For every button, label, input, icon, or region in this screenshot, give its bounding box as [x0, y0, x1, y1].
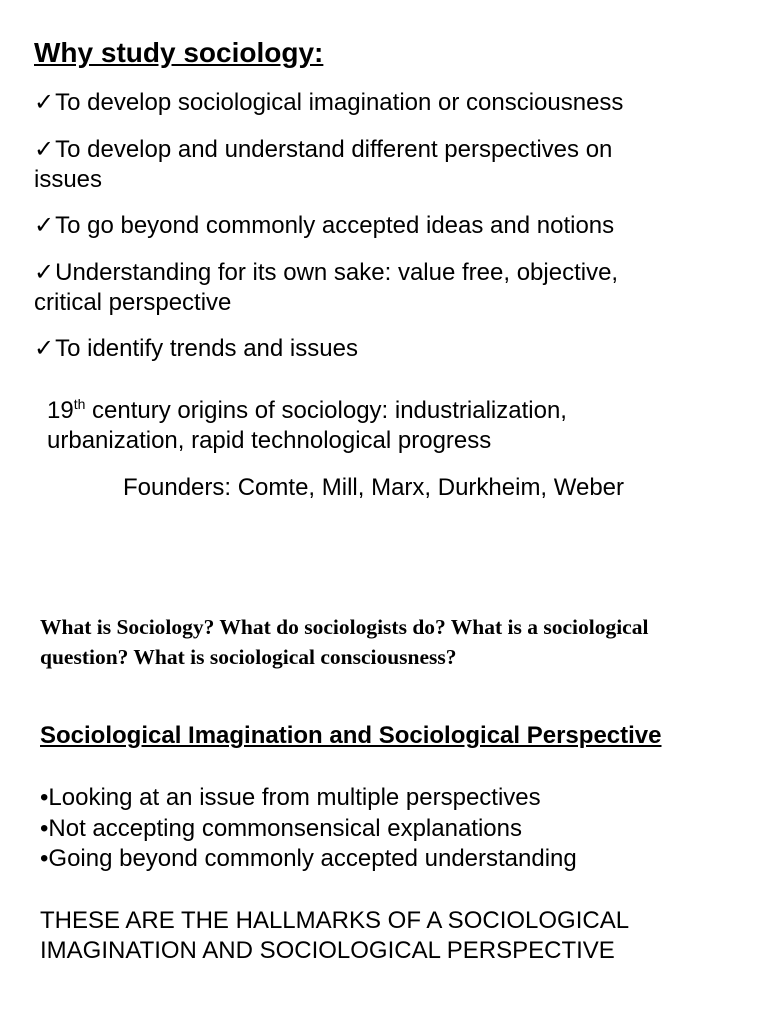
check-mark-icon: ✓ [34, 335, 55, 362]
checklist-item-text: To go beyond commonly accepted ideas and notions [55, 212, 615, 239]
check-mark-icon: ✓ [34, 212, 55, 239]
origins-paragraph [47, 396, 647, 456]
questions-paragraph: What is Sociology? What do sociologists do? What is a sociological question? What is sociological consciousness? [40, 615, 649, 669]
check-mark-icon: ✓ [34, 89, 55, 116]
list-item: •Not accepting commonsensical explanations [40, 815, 522, 842]
checklist-item [34, 211, 724, 241]
list-item: •Looking at an issue from multiple perspectives [40, 784, 541, 811]
checklist-item [34, 135, 674, 195]
checklist-item-text: To develop sociological imagination or consciousness [55, 89, 624, 116]
checklist-item-text: To identify trends and issues [55, 335, 358, 362]
list-item: •Going beyond commonly accepted understanding [40, 845, 577, 872]
checklist-item [34, 334, 724, 364]
page-title: Why study sociology: [34, 37, 324, 68]
checklist-item [34, 258, 674, 318]
check-mark-icon: ✓ [34, 259, 55, 286]
founders-line: Founders: Comte, Mill, Marx, Durkheim, Weber [123, 474, 625, 501]
origins-ordinal-suffix: th [73, 396, 86, 412]
conclusion-paragraph: THESE ARE THE HALLMARKS OF A SOCIOLOGICAL IMAGINATION AND SOCIOLOGICAL PERSPECTIVE [40, 907, 629, 964]
origins-text: century origins of sociology: industrialization, urbanization, rapid technological progress [47, 397, 567, 454]
check-mark-icon: ✓ [34, 136, 55, 163]
origins-century: 19 [47, 397, 74, 424]
section-heading: Sociological Imagination and Sociological Perspective [40, 722, 662, 749]
checklist-item-text: Understanding for its own sake: value free, objective, critical perspective [34, 259, 619, 316]
checklist-item [34, 88, 724, 118]
checklist-item-text: To develop and understand different perspectives on issues [34, 136, 613, 193]
